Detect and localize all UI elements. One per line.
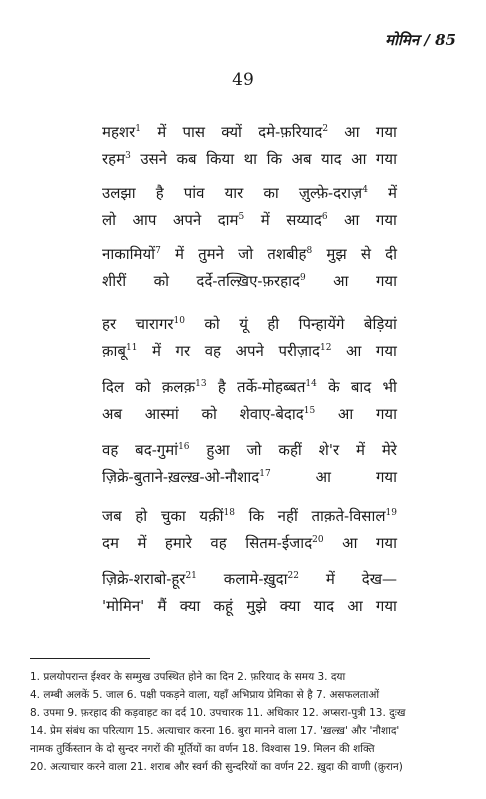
verse-word: आस्मां <box>144 405 179 423</box>
verse-word: ही <box>267 315 280 333</box>
verse-word: आ <box>351 150 367 168</box>
verse-word: सय्याद$^6$ <box>286 211 328 229</box>
verse-word: आ <box>344 211 360 229</box>
stanza <box>102 374 397 428</box>
stanza <box>102 119 397 173</box>
verse-word: में <box>325 570 335 588</box>
footnote-marker: 10 <box>173 316 185 326</box>
verse-line <box>102 338 397 365</box>
verse-word: गया <box>375 150 397 168</box>
verse-word: दम <box>102 534 119 552</box>
verse-word: दाम$^5$ <box>217 211 245 229</box>
verse-word: कलामे-ख़ुदा$^{22}$ <box>223 570 299 588</box>
verse-word: का <box>263 184 279 202</box>
verse-word: बद-गुमां$^{16}$ <box>135 441 190 459</box>
footnote-marker: 7 <box>155 246 161 256</box>
verse-word: उसने <box>140 150 167 168</box>
verse-word: मुझे <box>246 597 267 615</box>
verse-word: गर <box>175 342 191 360</box>
footnote-line: 14. प्रेम संबंध का परित्याग 15. अत्याचार करना 16. बुरा मानने वाला 17. 'ख़ल्ख़' और 'नौशाद' <box>30 725 400 737</box>
verse-word: कब <box>176 150 197 168</box>
verse-word: अब <box>102 405 123 423</box>
stanza <box>102 180 397 234</box>
verse-word: तर्के-मोहब्बत$^{14}$ <box>237 378 317 396</box>
verse-word: जब <box>102 507 122 525</box>
verse-word: हुआ <box>206 441 230 459</box>
running-head: मोमिन / 85 <box>385 31 456 49</box>
verse-word: ताक़ते-विसाल$^{19}$ <box>311 507 397 525</box>
verse-word: दिल <box>102 378 125 396</box>
stanza <box>102 311 397 365</box>
verse-word: हमारे <box>164 534 192 552</box>
footnote-marker: 22 <box>287 571 299 581</box>
verse-word: याद <box>313 597 335 615</box>
footnote-marker: 19 <box>385 508 397 518</box>
verse-line <box>102 593 397 620</box>
verse-word: कि <box>248 507 265 525</box>
verse-word: ज़िक्रे-शराबो-हूर$^{21}$ <box>102 570 197 588</box>
verse-line <box>102 530 397 557</box>
verse-word: दर्दे-तल्ख़िए-फ़रहाद$^9$ <box>196 272 306 290</box>
verse-word: पिन्हायेंगे <box>298 315 345 333</box>
verse-word: गया <box>375 211 397 229</box>
verse-line <box>102 374 397 401</box>
verse-word: को <box>201 405 217 423</box>
verse-word: गया <box>375 405 397 423</box>
verse-word: जो <box>246 441 262 459</box>
verse-word: दी <box>385 245 397 263</box>
verse-word: गया <box>375 468 397 486</box>
verse-word: वह <box>210 534 227 552</box>
verse-line <box>102 146 397 173</box>
footnote-marker: 21 <box>185 571 197 581</box>
verse-word: लो <box>102 211 117 229</box>
footnote-marker: 2 <box>322 124 329 134</box>
verse-line <box>102 119 397 146</box>
footnote-marker: 3 <box>125 151 131 161</box>
verse-word: देख— <box>361 570 397 588</box>
verse-word: दमे-फ़रियाद$^2$ <box>258 123 329 141</box>
verse-word: मेरे <box>381 441 397 459</box>
verse-word: मैं <box>157 597 167 615</box>
verse-word: नाकामियों$^7$ <box>102 245 161 263</box>
verse-word: है <box>155 184 164 202</box>
verse-word: जो <box>238 245 254 263</box>
verse-word: गया <box>375 123 397 141</box>
verse-line <box>102 207 397 234</box>
footnote-marker: 6 <box>321 212 328 222</box>
footnote-line: 4. लम्बी अलकें 5. जाल 6. पक्षी पकड़ने वाला, यहाँ अभिप्राय प्रेमिका से है 7. असफलताओं <box>30 689 380 701</box>
verse-word: यक़ीं$^{18}$ <box>199 507 235 525</box>
verse-word: वह <box>204 342 222 360</box>
verse-word: शीरीं <box>102 272 127 290</box>
verse-word: तुमने <box>198 245 224 263</box>
verse-word: हर <box>102 315 117 333</box>
verse-word: परीज़ाद$^{12}$ <box>278 342 332 360</box>
verse-word: ज़ुल्फ़े-दराज़$^4$ <box>298 184 368 202</box>
verse-word: अब <box>291 150 312 168</box>
verse-word: है <box>217 378 226 396</box>
verse-word: बाद <box>350 378 372 396</box>
verse-word: में <box>174 245 184 263</box>
verse-word: क्यों <box>221 123 242 141</box>
footnote-marker: 5 <box>238 212 245 222</box>
footnote-marker: 11 <box>125 343 138 353</box>
verse-word: कहूं <box>213 597 234 615</box>
footnote-marker: 15 <box>303 406 316 416</box>
footnote-marker: 9 <box>299 273 306 283</box>
verse-word: महशर$^1$ <box>102 123 142 141</box>
verse-word: के <box>328 378 340 396</box>
footnote-marker: 13 <box>195 379 207 389</box>
stanza <box>102 503 397 557</box>
verse-line <box>102 566 397 593</box>
verse-word: आ <box>344 123 360 141</box>
verse-word: सितम-ईजाद$^{20}$ <box>245 534 324 552</box>
verse-line <box>102 464 397 491</box>
footnote-line: 8. उपमा 9. फ़रहाद की कड़वाहट का दर्द 10. उपचारक 11. अधिकार 12. अप्सरा-पुत्री 13. दुःख <box>30 707 406 719</box>
verse-word: गया <box>375 272 397 290</box>
verse-word: उलझा <box>102 184 136 202</box>
verse-word: में <box>260 211 270 229</box>
footnote-marker: 14 <box>305 379 317 389</box>
footnote-marker: 4 <box>362 185 368 195</box>
verse-word: को <box>204 315 220 333</box>
verse-word: आ <box>346 342 362 360</box>
verse-word: कि <box>266 150 282 168</box>
verse-word: चुका <box>160 507 186 525</box>
verse-word: यार <box>224 184 244 202</box>
stanza <box>102 437 397 491</box>
verse-word: नहीं <box>277 507 298 525</box>
verse-word: चारागर$^{10}$ <box>135 315 185 333</box>
verse-word: मुझ <box>326 245 347 263</box>
verse-word: में <box>388 184 397 202</box>
verse-word: में <box>137 534 147 552</box>
verse-word: क़ाबू$^{11}$ <box>102 342 138 360</box>
verse-word: गया <box>375 534 397 552</box>
verse-word: क्या <box>279 597 301 615</box>
verse-word: यूं <box>239 315 248 333</box>
verse-word: बेड़ियां <box>363 315 397 333</box>
verse-word: अपने <box>235 342 264 360</box>
verse-word: किया <box>206 150 235 168</box>
verse-word: भी <box>382 378 397 396</box>
verse-line <box>102 268 397 295</box>
verse-word: शे'र <box>318 441 340 459</box>
verse-word: से <box>360 245 371 263</box>
verse-word: कहीं <box>278 441 302 459</box>
footnote-marker: 12 <box>319 343 332 353</box>
footnote-divider <box>30 658 150 659</box>
verse-word: पांव <box>183 184 205 202</box>
verse-word: क़लक़$^{13}$ <box>161 378 207 396</box>
verse-word: आ <box>315 468 331 486</box>
verse-word: रहम$^3$ <box>102 150 131 168</box>
footnotes <box>30 668 470 776</box>
verse-word: में <box>152 342 161 360</box>
poem-number: 49 <box>232 70 254 90</box>
verse-word: था <box>243 150 258 168</box>
verse-word: ज़िक्रे-बुताने-ख़ल्ख़-ओ-नौशाद$^{17}$ <box>102 468 271 486</box>
verse-word: गया <box>375 342 397 360</box>
verse-word: को <box>135 378 151 396</box>
verse-word: आ <box>337 405 354 423</box>
verse-word: आप <box>132 211 157 229</box>
verse-word: आ <box>333 272 349 290</box>
footnote-marker: 18 <box>223 508 235 518</box>
verse-line <box>102 401 397 428</box>
footnote-marker: 20 <box>312 535 324 545</box>
verse-word: 'मोमिन' <box>102 597 145 615</box>
verse-word: शेवाए-बेदाद$^{15}$ <box>239 405 316 423</box>
stanza <box>102 241 397 295</box>
footnote-marker: 8 <box>306 246 313 256</box>
footnote-marker: 1 <box>135 124 142 134</box>
verse-line <box>102 503 397 530</box>
footnote-line: 20. अत्याचार करने वाला 21. शराब और स्वर्ग की सुन्दरियों का वर्णन 22. ख़ुदा की वाणी (क़ुरान) <box>30 761 403 773</box>
verse-word: पास <box>182 123 206 141</box>
verse-line <box>102 311 397 338</box>
verse-word: याद <box>321 150 342 168</box>
verse-word: अपने <box>172 211 202 229</box>
verse-word: आ <box>342 534 358 552</box>
footnote-marker: 17 <box>259 469 271 479</box>
verse-word: क्या <box>179 597 201 615</box>
verse-word: में <box>355 441 365 459</box>
verse-word: हो <box>135 507 148 525</box>
footnote-line: नामक तुर्किस्तान के दो सुन्दर नगरों की मूर्तियों का वर्णन 18. विश्वास 19. मिलन की शक्ति <box>30 743 375 755</box>
verse-word: गया <box>375 597 397 615</box>
verse-word: तशबीह$^8$ <box>267 245 313 263</box>
verse-word: में <box>157 123 167 141</box>
verse-word: को <box>153 272 169 290</box>
verse-word: आ <box>347 597 363 615</box>
verse-word: वह <box>102 441 119 459</box>
footnote-line: 1. प्रलयोपरान्त ईश्वर के सम्मुख उपस्थित होने का दिन 2. फ़रियाद के समय 3. दया <box>30 671 346 683</box>
verse-line <box>102 437 397 464</box>
verse-line <box>102 241 397 268</box>
stanza <box>102 566 397 620</box>
verse-line <box>102 180 397 207</box>
footnote-marker: 16 <box>178 442 190 452</box>
